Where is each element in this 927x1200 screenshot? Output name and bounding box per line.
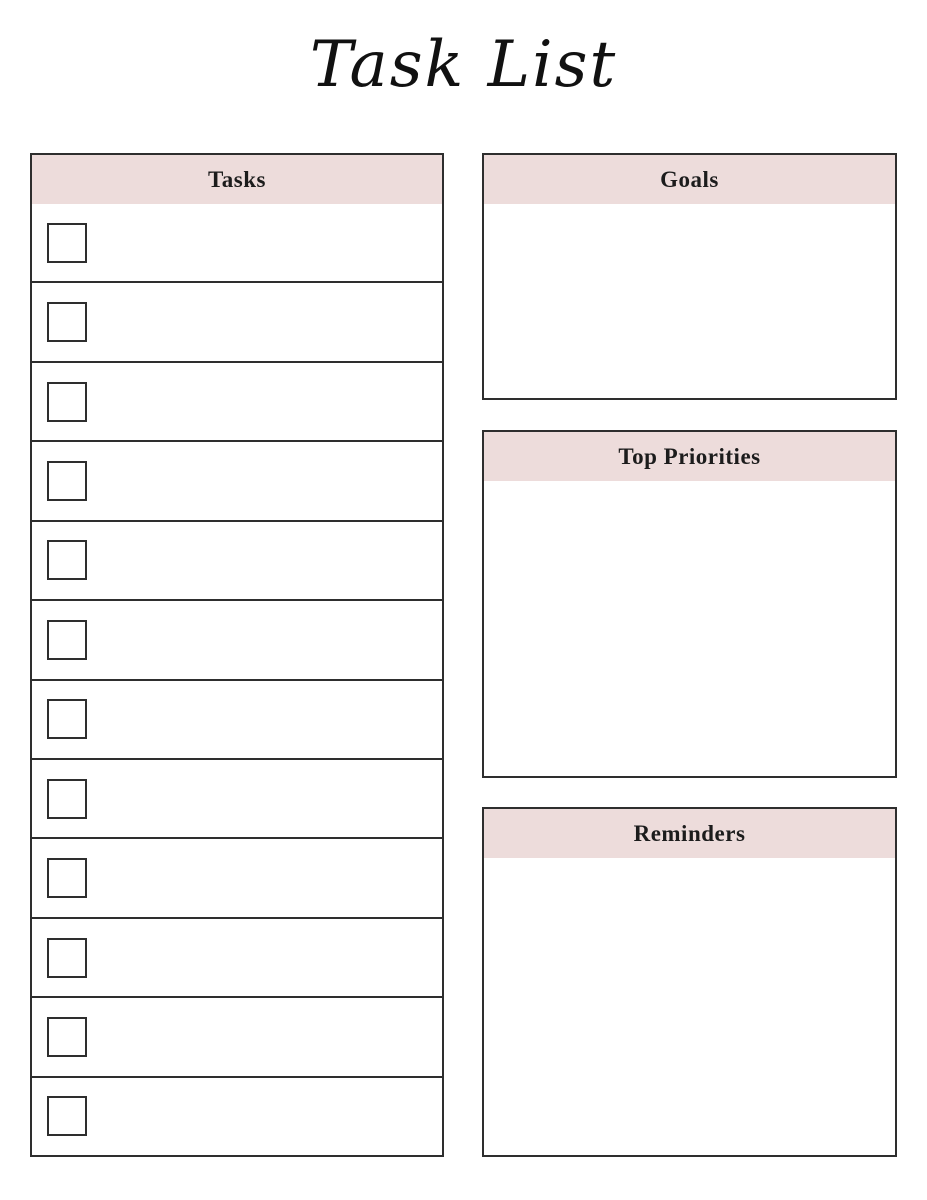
reminders-content-area[interactable] — [484, 858, 895, 1155]
task-row — [32, 204, 442, 281]
task-checkbox[interactable] — [47, 1017, 87, 1057]
task-row — [32, 679, 442, 758]
task-row — [32, 1076, 442, 1155]
reminders-panel-header: Reminders — [484, 809, 895, 858]
task-text-area[interactable] — [87, 760, 442, 837]
task-row — [32, 361, 442, 440]
goals-content-area[interactable] — [484, 204, 895, 398]
task-row — [32, 281, 442, 360]
task-text-area[interactable] — [87, 919, 442, 996]
task-text-area[interactable] — [87, 363, 442, 440]
task-text-area[interactable] — [87, 442, 442, 519]
reminders-panel — [482, 807, 897, 1157]
task-text-area[interactable] — [87, 839, 442, 916]
task-checkbox[interactable] — [47, 223, 87, 263]
tasks-panel — [30, 153, 444, 1157]
task-checkbox[interactable] — [47, 858, 87, 898]
task-text-area[interactable] — [87, 998, 442, 1075]
task-row — [32, 599, 442, 678]
task-rows — [32, 204, 442, 1155]
page-title: Task List — [309, 28, 618, 102]
goals-panel-header: Goals — [484, 155, 895, 204]
task-checkbox[interactable] — [47, 779, 87, 819]
task-row — [32, 996, 442, 1075]
top-priorities-panel — [482, 430, 897, 778]
task-checkbox[interactable] — [47, 938, 87, 978]
task-text-area[interactable] — [87, 1078, 442, 1155]
task-text-area[interactable] — [87, 522, 442, 599]
task-checkbox[interactable] — [47, 620, 87, 660]
task-text-area[interactable] — [87, 204, 442, 281]
task-checkbox[interactable] — [47, 461, 87, 501]
task-row — [32, 837, 442, 916]
goals-panel — [482, 153, 897, 400]
top-priorities-panel-header: Top Priorities — [484, 432, 895, 481]
top-priorities-content-area[interactable] — [484, 481, 895, 776]
task-row — [32, 440, 442, 519]
task-checkbox[interactable] — [47, 1096, 87, 1136]
task-checkbox[interactable] — [47, 382, 87, 422]
task-row — [32, 520, 442, 599]
task-row — [32, 917, 442, 996]
task-checkbox[interactable] — [47, 540, 87, 580]
tasks-panel-header: Tasks — [32, 155, 442, 204]
task-text-area[interactable] — [87, 681, 442, 758]
task-text-area[interactable] — [87, 601, 442, 678]
task-row — [32, 758, 442, 837]
task-checkbox[interactable] — [47, 699, 87, 739]
task-text-area[interactable] — [87, 283, 442, 360]
task-checkbox[interactable] — [47, 302, 87, 342]
